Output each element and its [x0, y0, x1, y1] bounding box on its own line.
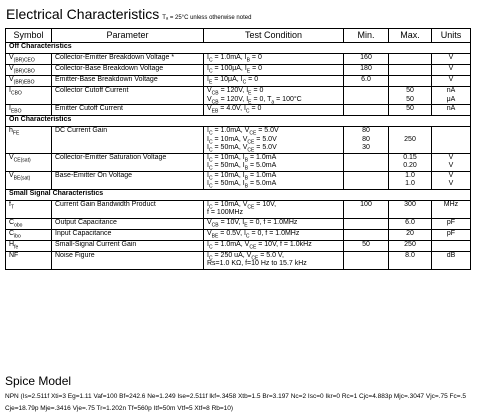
parameter-cell: Collector Cutoff Current — [52, 87, 204, 105]
units-cell: V V — [432, 171, 471, 189]
units-cell: dB — [432, 251, 471, 269]
units-cell: V — [432, 65, 471, 76]
min-cell — [344, 229, 389, 240]
units-cell — [432, 127, 471, 154]
title-text: Electrical Characteristics — [6, 6, 160, 22]
parameter-cell: Collector-Base Breakdown Voltage — [52, 65, 204, 76]
section-heading: Small Signal Characteristics — [6, 189, 471, 200]
section-row — [6, 43, 471, 54]
units-cell: MHz — [432, 200, 471, 218]
min-cell — [344, 251, 389, 269]
header-test-condition: Test Condition — [204, 29, 344, 43]
min-cell: 100 — [344, 200, 389, 218]
min-cell: 6.0 — [344, 76, 389, 87]
parameter-cell: Collector-Emitter Breakdown Voltage * — [52, 54, 204, 65]
max-cell: 300 — [389, 200, 432, 218]
min-cell: 180 — [344, 65, 389, 76]
min-cell — [344, 87, 389, 105]
max-cell: 8.0 — [389, 251, 432, 269]
min-cell — [344, 153, 389, 171]
units-cell: nA — [432, 105, 471, 116]
symbol-cell: $H_{fe}$ — [6, 240, 52, 251]
condition-cell: $I_C = 100\mu A$, $I_E = 0$ — [204, 65, 344, 76]
units-cell: nA μA — [432, 87, 471, 105]
min-cell — [344, 105, 389, 116]
electrical-characteristics-table — [5, 28, 471, 270]
symbol-cell: $V_{BE(sat)}$ — [6, 171, 52, 189]
max-cell — [389, 54, 432, 65]
units-cell: V V — [432, 153, 471, 171]
parameter-cell: Small-Signal Current Gain — [52, 240, 204, 251]
symbol-cell: $V_{CE(sat)}$ — [6, 153, 52, 171]
condition-cell: $I_E = 10\mu A$, $I_C = 0$ — [204, 76, 344, 87]
table-row — [6, 200, 471, 218]
condition-cell: $V_{CB} = 120V$, $I_E = 0$ $V_{CB} = 120V$, $I_E = 0$, $T_a = 100^\circ C$ — [204, 87, 344, 105]
symbol-cell: $C_{ibo}$ — [6, 229, 52, 240]
parameter-cell: Emitter Cutoff Current — [52, 105, 204, 116]
parameter-cell: Output Capacitance — [52, 218, 204, 229]
section-row — [6, 116, 471, 127]
units-cell: V — [432, 54, 471, 65]
parameter-cell: Input Capacitance — [52, 229, 204, 240]
max-cell: 250 — [389, 127, 432, 154]
units-cell: pF — [432, 229, 471, 240]
symbol-cell: $V_{(BR)CEO}$ — [6, 54, 52, 65]
header-min: Min. — [344, 29, 389, 43]
section-heading: Off Characteristics — [6, 43, 471, 54]
parameter-cell: DC Current Gain — [52, 127, 204, 154]
condition-cell: $I_C = 1.0mA$, $I_B = 0$ — [204, 54, 344, 65]
symbol-cell: $V_{(BR)EBO}$ — [6, 76, 52, 87]
symbol-cell: $I_{CBO}$ — [6, 87, 52, 105]
max-cell: 0.15 0.20 — [389, 153, 432, 171]
section-heading: On Characteristics — [6, 116, 471, 127]
section-row — [6, 189, 471, 200]
symbol-cell: $C_{obo}$ — [6, 218, 52, 229]
parameter-cell: Emitter-Base Breakdown Voltage — [52, 76, 204, 87]
header-parameter: Parameter — [52, 29, 204, 43]
condition-cell: $I_C = 1.0mA$, $V_{CE} = 10V$, f = 1.0kHz — [204, 240, 344, 251]
min-cell: 50 — [344, 240, 389, 251]
max-cell: 1.0 1.0 — [389, 171, 432, 189]
max-cell: 50 50 — [389, 87, 432, 105]
max-cell: 20 — [389, 229, 432, 240]
condition-cell: $I_C = 10mA$, $I_B = 1.0mA$ $I_C = 50mA$, $I_B = 5.0mA$ — [204, 153, 344, 171]
header-max: Max. — [389, 29, 432, 43]
symbol-cell: $V_{(BR)CBO}$ — [6, 65, 52, 76]
parameter-cell: Current Gain Bandwidth Product — [52, 200, 204, 218]
table-row — [6, 127, 471, 154]
table-row — [6, 105, 471, 116]
table-row — [6, 218, 471, 229]
symbol-cell: $I_{EBO}$ — [6, 105, 52, 116]
max-cell: 6.0 — [389, 218, 432, 229]
min-cell: 160 — [344, 54, 389, 65]
condition-cell: $V_{EB} = 4.0V$, $I_C = 0$ — [204, 105, 344, 116]
parameter-cell: Collector-Emitter Saturation Voltage — [52, 153, 204, 171]
table-row — [6, 76, 471, 87]
units-cell: V — [432, 76, 471, 87]
symbol-cell: NF — [6, 251, 52, 269]
spice-model-title: Spice Model — [5, 374, 72, 388]
table-row — [6, 171, 471, 189]
max-cell — [389, 76, 432, 87]
table-row — [6, 153, 471, 171]
table-row — [6, 251, 471, 269]
spice-model-text: NPN (Is=2.511f Xti=3 Eg=1.11 Vaf=100 Bf=242.6 Ne=1.249 Ise=2.511f Ikf=.3458 Xtb=1.5 Br=3.197 Nc=2 Isc=0 Ikr=0 Rc=1 Cjc=4.883p Mjc=.3047 Vjc=.75 Fc=.5 Cje=18.79p Mje=.3416 Vje=.75 Tr=1.202n Tf=560p Itf=50m Vtf=5 Xtf=8 Rb=10) — [5, 393, 466, 412]
units-cell: pF — [432, 218, 471, 229]
parameter-cell: Noise Figure — [52, 251, 204, 269]
max-cell — [389, 65, 432, 76]
table-row — [6, 87, 471, 105]
header-symbol: Symbol — [6, 29, 52, 43]
title-condition: Tₐ = 25°C unless otherwise noted — [162, 15, 252, 21]
condition-cell: $I_C = 250$ uA, $V_{CE} = 5.0$ V, Rs=1.0 KΩ, f=10 Hz to 15.7 kHz — [204, 251, 344, 269]
min-cell: 80 80 30 — [344, 127, 389, 154]
units-cell — [432, 240, 471, 251]
table-row — [6, 229, 471, 240]
min-cell — [344, 171, 389, 189]
condition-cell: $V_{CB} = 10V$, $I_E = 0$, f = 1.0MHz — [204, 218, 344, 229]
min-cell — [344, 218, 389, 229]
table-row — [6, 54, 471, 65]
symbol-cell: $f_T$ — [6, 200, 52, 218]
table-row — [6, 240, 471, 251]
table-row — [6, 65, 471, 76]
section-title — [6, 6, 251, 22]
condition-cell: $I_C = 10mA$, $V_{CE} = 10V$, f = 100MHz — [204, 200, 344, 218]
parameter-cell: Base-Emitter On Voltage — [52, 171, 204, 189]
symbol-cell: $h_{FE}$ — [6, 127, 52, 154]
condition-cell: $I_C = 10mA$, $I_B = 1.0mA$ $I_C = 50mA$, $I_B = 5.0mA$ — [204, 171, 344, 189]
max-cell: 50 — [389, 105, 432, 116]
header-row — [6, 29, 471, 43]
header-units: Units — [432, 29, 471, 43]
condition-cell: $V_{BE} = 0.5V$, $I_C = 0$, f = 1.0MHz — [204, 229, 344, 240]
table-body — [6, 43, 471, 270]
condition-cell: $I_C = 1.0mA$, $V_{CE} = 5.0V$ $I_C = 10mA$, $V_{CE} = 5.0V$ $I_C = 50mA$, $V_{CE} = 5.0V$ — [204, 127, 344, 154]
max-cell: 250 — [389, 240, 432, 251]
